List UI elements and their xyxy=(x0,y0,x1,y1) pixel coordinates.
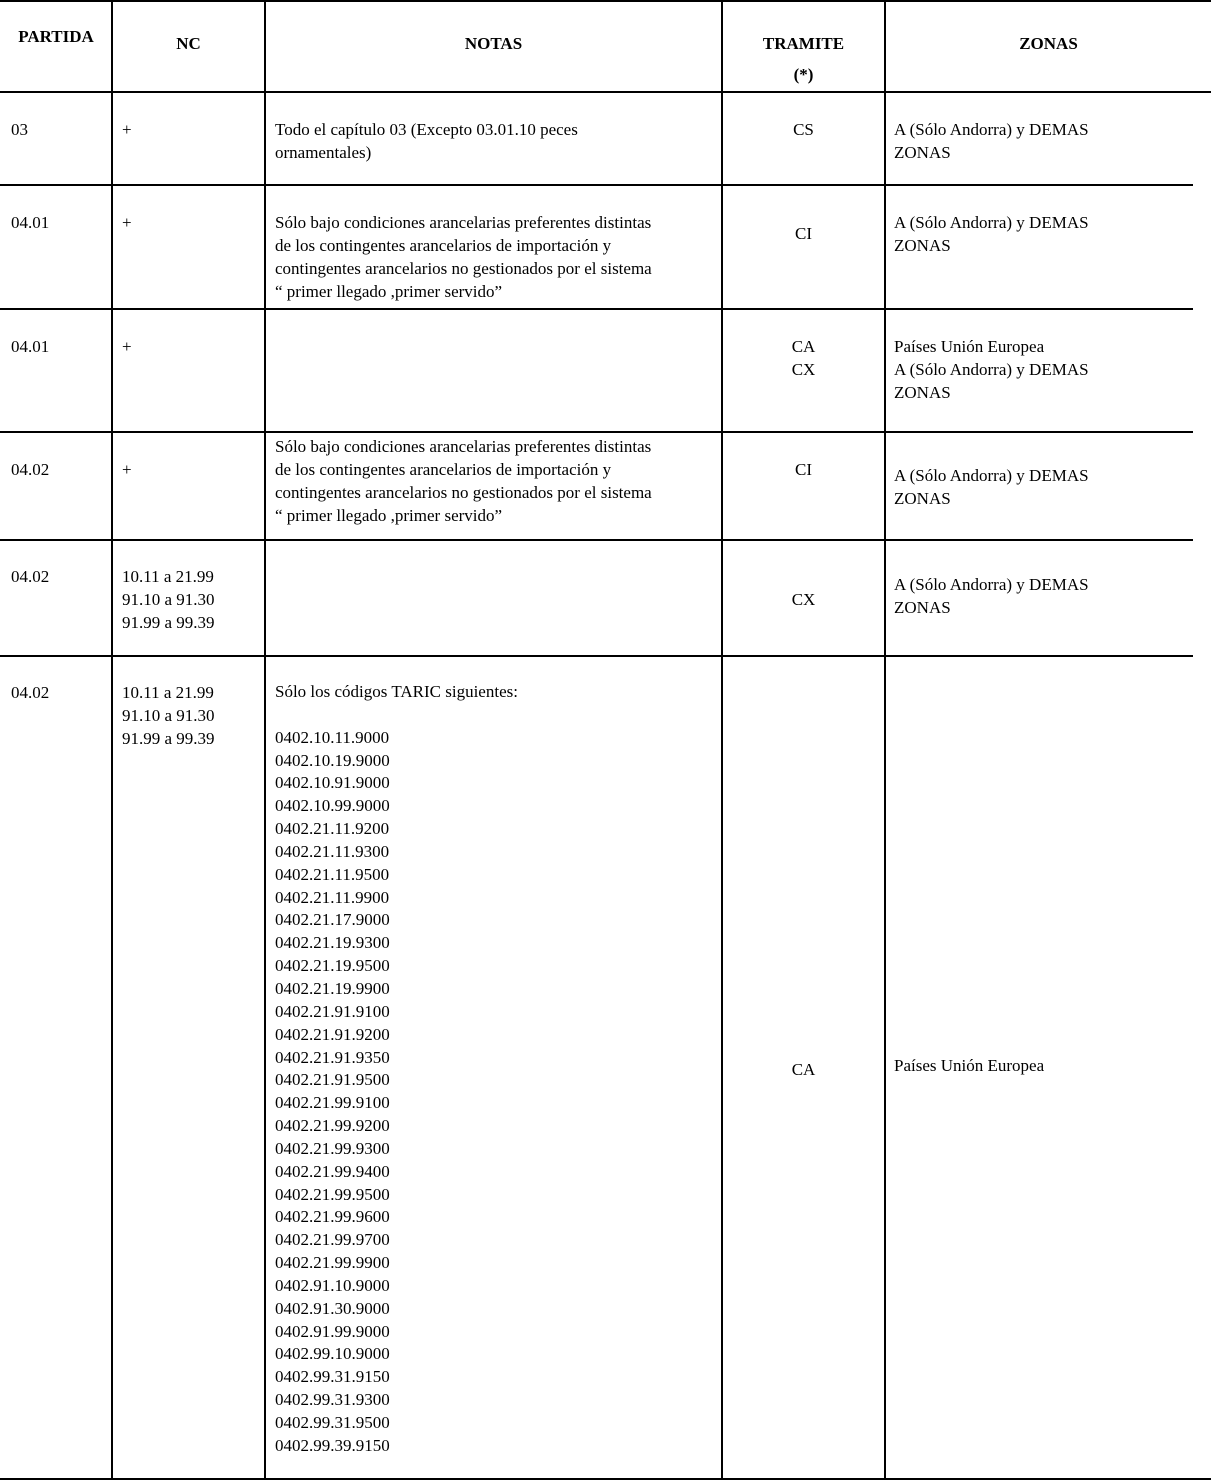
row-3-tramite: CA CX xyxy=(791,337,816,379)
header-bottom-border xyxy=(0,91,1211,93)
row-divider xyxy=(0,308,1193,310)
row-2-zonas: A (Sólo Andorra) y DEMAS ZONAS xyxy=(894,213,1089,255)
header-tramite: TRAMITE xyxy=(762,34,845,53)
column-divider xyxy=(884,0,886,1480)
row-divider xyxy=(0,431,1193,433)
row-4-notas: Sólo bajo condiciones arancelarias preferentes distintas de los contingentes arancelarios de importación y contingentes arancelarios no gestionados por el sistema “ primer llegado ,primer servido” xyxy=(275,437,652,525)
row-1-zonas: A (Sólo Andorra) y DEMAS ZONAS xyxy=(894,120,1089,162)
row-4-zonas: A (Sólo Andorra) y DEMAS ZONAS xyxy=(894,466,1089,508)
row-6-zonas: Países Unión Europea xyxy=(894,1056,1045,1075)
column-divider xyxy=(264,0,266,1480)
row-6-tramite: CA xyxy=(791,1060,816,1079)
header-notas: NOTAS xyxy=(464,34,523,53)
row-2-partida: 04.01 xyxy=(11,213,50,232)
row-2-notas: Sólo bajo condiciones arancelarias preferentes distintas de los contingentes arancelarios de importación y contingentes arancelarios no gestionados por el sistema “ primer llegado ,primer servido” xyxy=(275,213,652,301)
row-2-tramite: CI xyxy=(795,224,812,243)
row-divider xyxy=(0,184,1193,186)
row-1-nc: + xyxy=(122,120,132,139)
row-4-tramite: CI xyxy=(795,460,812,479)
row-5-nc: 10.11 a 21.99 91.10 a 91.30 91.99 a 99.39 xyxy=(122,567,215,632)
row-1-notas: Todo el capítulo 03 (Excepto 03.01.10 peces ornamentales) xyxy=(275,120,578,162)
row-3-partida: 04.01 xyxy=(11,337,50,356)
row-divider xyxy=(0,655,1193,657)
row-4-partida: 04.02 xyxy=(11,460,50,479)
table-bottom-border xyxy=(0,1478,1211,1480)
header-zonas: ZONAS xyxy=(1019,34,1078,53)
header-nc: NC xyxy=(176,34,201,53)
row-divider xyxy=(0,539,1193,541)
row-1-partida: 03 xyxy=(11,120,28,139)
row-6-notas: Sólo los códigos TARIC siguientes: 0402.10.11.9000 0402.10.19.9000 0402.10.91.9000 0402.10.99.9000 0402.21.11.9200 0402.21.11.9300 0402.21.11.9500 0402.21.11.9900 0402.21.17.9000 0402.21.19.9300 0402.21.19.9500 0402.21.19.9900 0402.21.91.9100 0402.21.91.9200 0402.21.91.9350 0402.21.91.9500 0402.21.99.9100 0402.21.99.9200 0402.21.99.9300 0402.21.99.9400 0402.21.99.9500 0402.21.99.9600 0402.21.99.9700 0402.21.99.9900 0402.91.10.9000 0402.91.30.9000 0402.91.99.9000 0402.99.10.9000 0402.99.31.9150 0402.99.31.9300 0402.99.31.9500 0402.99.39.9150 xyxy=(275,682,518,1455)
row-5-partida: 04.02 xyxy=(11,567,50,586)
row-1-tramite: CS xyxy=(793,120,814,139)
row-2-nc: + xyxy=(122,213,132,232)
row-6-nc: 10.11 a 21.99 91.10 a 91.30 91.99 a 99.39 xyxy=(122,683,215,748)
table-top-border xyxy=(0,0,1211,2)
row-6-partida: 04.02 xyxy=(11,683,50,702)
column-divider xyxy=(111,0,113,1480)
row-3-nc: + xyxy=(122,337,132,356)
row-5-zonas: A (Sólo Andorra) y DEMAS ZONAS xyxy=(894,575,1089,617)
row-4-nc: + xyxy=(122,460,132,479)
row-3-zonas: Países Unión Europea A (Sólo Andorra) y DEMAS ZONAS xyxy=(894,337,1089,402)
header-partida: PARTIDA xyxy=(18,27,94,46)
header-tramite-note: (*) xyxy=(793,65,814,84)
row-5-tramite: CX xyxy=(791,590,816,609)
